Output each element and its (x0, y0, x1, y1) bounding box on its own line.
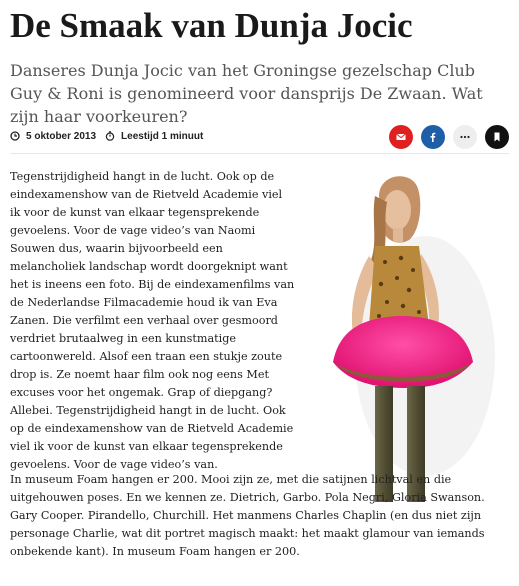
article-title: De Smaak van Dunja Jocic (10, 6, 413, 45)
reading-time-item (105, 131, 203, 142)
article-intro: Danseres Dunja Jocic van het Groningse gezelschap Club Guy & Roni is genomineerd voor dansprijs De Zwaan. Wat zijn haar voorkeuren? (10, 61, 483, 126)
publish-date: 5 oktober 2013 (26, 130, 97, 142)
timer-icon (105, 131, 115, 141)
more-options-button[interactable] (453, 125, 477, 149)
bookmark-icon (491, 131, 503, 143)
email-share-button[interactable] (389, 125, 413, 149)
header-divider (10, 153, 509, 154)
clock-icon (10, 131, 20, 141)
dancer-photo (309, 166, 501, 502)
date-item (10, 131, 96, 142)
more-icon (459, 131, 471, 143)
bookmark-button[interactable] (485, 125, 509, 149)
mail-icon (395, 131, 407, 143)
article-meta (10, 125, 212, 147)
reading-time: Leestijd 1 minuut (121, 130, 204, 142)
share-bar (389, 125, 509, 149)
facebook-share-button[interactable] (421, 125, 445, 149)
facebook-icon (427, 131, 439, 143)
article-paragraph-1: Tegenstrijdigheid hangt in de lucht. Ook op de eindexamenshow van de Rietveld Academie viel ik voor de kunst van elkaar tegensprekende gevoelens. Voor de vage video’s van Naomi Souwen dus, waarin bijvoorbeeld een melancholiek landschap wordt doorgeknipt want het is ineens een foto. Bij de eindexamenfilms van de Nederlandse Filmacademie houd ik van Eva Zanen. Die verfilmt een verhaal over gesmoord verdriet brutaalweg in een kunstmatige cartoonwereld. Alsof een traan een stukje zoute drop is. Ze noemt haar film ook nog eens Met excuses voor het ongemak. Grap of diepgang? Allebei. Tegenstrijdigheid hangt in de lucht. Ook op de eindexamenshow van de Rietveld Academie viel ik voor de kunst van elkaar tegensprekende gevoelens. Voor de vage video’s van. (10, 170, 295, 471)
article-paragraph-2: In museum Foam hangen er 200. Mooi zijn ze, met die satijnen lichtval en die uitgehouwen poses. En we kennen ze. Dietrich, Garbo. Pola Negri, Gloria Swanson. Gary Cooper. Pirandello, Churchill. Het manmens Charles Chaplin (en dus niet zijn personage Charlie, wat dit portret magisch maakt: het maakt glamour van iemands onbekende kant). In museum Foam hangen er 200. (10, 473, 485, 558)
